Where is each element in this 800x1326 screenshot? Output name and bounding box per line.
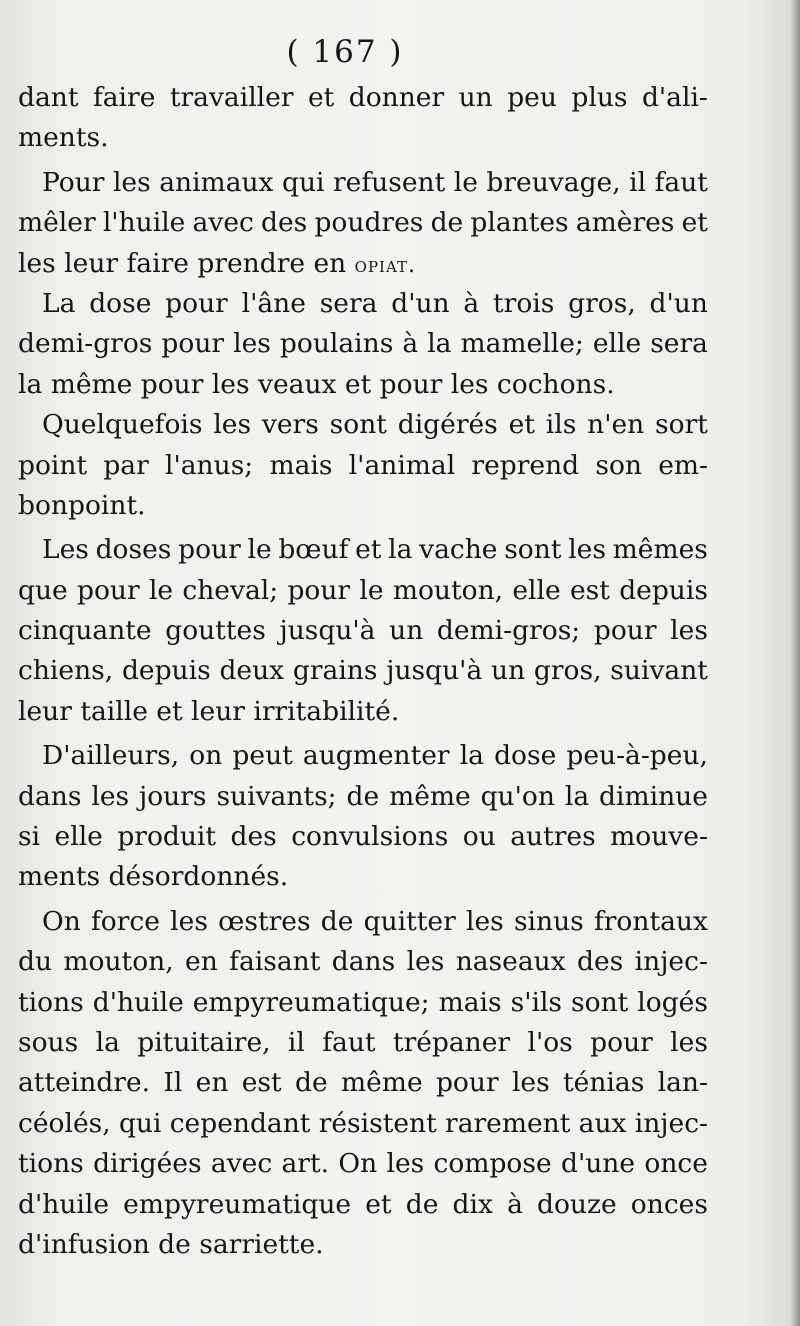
- word: peut: [232, 740, 293, 772]
- word: elle: [592, 328, 642, 360]
- word: faisant: [229, 946, 321, 978]
- word: donner: [348, 82, 445, 113]
- word: la: [95, 1026, 120, 1058]
- small-caps-word: opiat.: [354, 252, 416, 278]
- word: ou: [462, 821, 496, 853]
- word: dans: [331, 946, 396, 978]
- word: céolés,: [18, 1107, 111, 1139]
- word: empyreumatique;: [192, 986, 430, 1018]
- word: force: [91, 905, 160, 937]
- page-number: ( 167 ): [286, 34, 404, 70]
- word: d'un: [391, 287, 450, 319]
- word: pour: [165, 287, 228, 319]
- text-line: la même pour les veaux et pour les cochons.: [18, 368, 615, 400]
- word: l'os: [527, 1026, 573, 1058]
- word: demi-gros;: [436, 615, 581, 647]
- text-line: bonpoint.: [18, 489, 146, 521]
- word: mouve-: [610, 821, 708, 853]
- word: dans: [18, 780, 82, 812]
- word: qu'on: [480, 780, 555, 812]
- word: atteindre.: [18, 1067, 151, 1099]
- word: poulains: [279, 328, 394, 360]
- text-line: [18, 651, 708, 691]
- word: peu-à-peu,: [566, 740, 708, 772]
- word: Pour: [42, 166, 105, 198]
- word: si: [18, 821, 41, 853]
- text-line: ments.: [18, 122, 109, 154]
- text-segment: les leur faire prendre en: [18, 247, 355, 279]
- word: et: [681, 207, 708, 239]
- word: cependant: [169, 1107, 311, 1139]
- word: il: [287, 1026, 305, 1058]
- text-line: [18, 983, 708, 1023]
- word: d'huile: [18, 1188, 110, 1220]
- text-line: [18, 571, 708, 611]
- word: d'un: [649, 287, 708, 319]
- word: pour: [161, 328, 225, 360]
- text-line: [18, 1185, 708, 1225]
- word: les: [170, 905, 208, 937]
- word: faut: [654, 166, 708, 198]
- word: les: [511, 1067, 550, 1099]
- word: et: [355, 534, 382, 566]
- word: pour: [178, 534, 241, 566]
- word: sous: [18, 1026, 79, 1058]
- word: douze: [537, 1188, 617, 1220]
- word: les: [568, 534, 606, 566]
- word: breuvage,: [486, 166, 621, 198]
- text-line: [18, 817, 708, 857]
- word: frontaux: [593, 905, 708, 937]
- word: résistent: [318, 1107, 437, 1139]
- text-line: [18, 1063, 708, 1103]
- word: logés: [637, 986, 708, 1018]
- word: depuis: [619, 574, 708, 606]
- word: mêmes: [612, 534, 708, 566]
- text-line: [18, 736, 708, 776]
- word: gros,: [568, 287, 636, 319]
- text-line: [18, 1104, 708, 1144]
- word: avec: [210, 1148, 273, 1180]
- word: sort: [655, 409, 708, 441]
- word: la: [459, 740, 484, 772]
- word: gros,: [533, 655, 602, 687]
- word: le: [453, 166, 478, 198]
- word: et: [508, 409, 535, 441]
- word: des: [577, 946, 624, 978]
- word: la: [427, 328, 452, 360]
- word: mouton,: [63, 946, 174, 978]
- word: once: [644, 1148, 708, 1180]
- word: sinus: [513, 905, 584, 937]
- word: amères: [575, 207, 675, 239]
- word: quitter: [363, 905, 456, 937]
- word: d'une: [560, 1148, 636, 1180]
- word: La: [42, 287, 76, 319]
- text-line: [18, 284, 708, 324]
- word: mamelle;: [460, 328, 584, 360]
- word: cinquante: [18, 615, 152, 647]
- word: trois: [493, 287, 555, 319]
- text-line: [18, 530, 708, 570]
- word: chiens,: [18, 655, 114, 687]
- word: tions: [18, 1148, 84, 1180]
- word: dirigées: [93, 1148, 202, 1180]
- word: les: [112, 166, 151, 198]
- text-line: leur taille et leur irritabilité.: [18, 695, 400, 727]
- word: de: [320, 905, 354, 937]
- word: Les: [42, 534, 89, 566]
- word: point: [18, 449, 88, 481]
- text-line: [18, 1023, 708, 1063]
- word: des: [261, 207, 308, 239]
- word: autres: [510, 821, 596, 853]
- body-text: [18, 78, 708, 1265]
- word: d'ali-: [641, 82, 708, 113]
- text-line: [18, 446, 708, 486]
- text-line: [18, 163, 708, 203]
- word: animaux: [159, 166, 274, 198]
- word: elle: [512, 574, 561, 606]
- word: deux: [219, 655, 285, 687]
- word: on: [189, 740, 223, 772]
- word: du: [18, 946, 53, 978]
- word: les: [465, 905, 504, 937]
- word: onces: [630, 1188, 708, 1220]
- text-line: [18, 203, 708, 243]
- word: sont: [329, 409, 387, 441]
- word: reprend: [471, 449, 580, 481]
- text-line: [18, 942, 708, 982]
- word: les: [386, 1148, 425, 1180]
- word: augmenter: [302, 740, 450, 772]
- word: même: [389, 780, 471, 812]
- word: n'en: [587, 409, 645, 441]
- word: aux: [578, 1107, 627, 1139]
- word: même: [341, 1067, 423, 1099]
- word: injec-: [634, 946, 708, 978]
- text-line: [18, 611, 708, 651]
- text-line: [18, 777, 708, 817]
- word: cheval;: [182, 574, 279, 606]
- word: sont: [504, 534, 562, 566]
- word: il: [629, 166, 647, 198]
- word: la: [388, 534, 413, 566]
- word: mêler: [18, 207, 96, 239]
- word: est: [569, 574, 610, 606]
- word: elle: [54, 821, 103, 853]
- word: œstres: [218, 905, 311, 937]
- word: naseaux: [455, 946, 566, 978]
- word: sera: [319, 287, 378, 319]
- word: mais: [269, 449, 333, 481]
- word: dix: [452, 1188, 493, 1220]
- word: un: [458, 82, 493, 113]
- word: dose: [494, 740, 557, 772]
- text-line: [18, 902, 708, 942]
- text-line: [18, 324, 708, 364]
- word: gouttes: [165, 615, 266, 647]
- word: jusqu'à: [279, 615, 376, 647]
- word: peu: [507, 82, 557, 113]
- word: les: [233, 328, 271, 360]
- word: D'ailleurs,: [42, 740, 180, 772]
- word: l'animal: [348, 449, 456, 481]
- word: est: [241, 1067, 282, 1099]
- word: un: [389, 615, 424, 647]
- word: jusqu'à: [386, 655, 483, 687]
- word: de: [405, 1188, 439, 1220]
- word: depuis: [121, 655, 211, 687]
- word: l'anus;: [165, 449, 254, 481]
- word: lan-: [657, 1067, 708, 1099]
- word: à: [402, 328, 419, 360]
- text-line: [18, 78, 708, 118]
- word: diminue: [599, 780, 708, 812]
- word: art.: [281, 1148, 330, 1180]
- text-line: [18, 1144, 708, 1184]
- word: em-: [658, 449, 708, 481]
- text-line: [18, 244, 708, 284]
- word: compose: [433, 1148, 552, 1180]
- word: les: [91, 780, 130, 812]
- word: faut: [322, 1026, 376, 1058]
- word: qui: [118, 1107, 162, 1139]
- word: vers: [261, 409, 319, 441]
- word: pour: [77, 574, 140, 606]
- word: par: [103, 449, 149, 481]
- word: à: [463, 287, 480, 319]
- word: pour: [435, 1067, 499, 1099]
- word: son: [595, 449, 642, 481]
- word: doses: [95, 534, 172, 566]
- word: ténias: [563, 1067, 645, 1099]
- word: un: [491, 655, 526, 687]
- word: Quelquefois: [42, 409, 203, 441]
- word: plus: [571, 82, 628, 113]
- word: la: [564, 780, 590, 812]
- word: l'âne: [241, 287, 306, 319]
- word: de: [295, 1067, 328, 1099]
- word: ils: [545, 409, 577, 441]
- word: produit: [117, 821, 217, 853]
- word: s'ils: [510, 986, 563, 1018]
- word: rarement: [445, 1107, 571, 1139]
- word: injec-: [634, 1107, 708, 1139]
- word: faire: [92, 82, 156, 113]
- word: à: [507, 1188, 523, 1220]
- word: plantes: [470, 207, 569, 239]
- word: On: [338, 1148, 378, 1180]
- word: convulsions: [291, 821, 449, 853]
- word: que: [18, 574, 68, 606]
- word: mouton,: [392, 574, 504, 606]
- text-line: d'infusion de sarriette.: [18, 1228, 324, 1260]
- word: les: [213, 409, 252, 441]
- word: et: [365, 1188, 392, 1220]
- word: l'huile: [102, 207, 186, 239]
- word: mais: [438, 986, 502, 1018]
- word: de: [346, 780, 380, 812]
- word: pour: [593, 615, 657, 647]
- word: refusent: [333, 166, 446, 198]
- word: le: [148, 574, 174, 606]
- word: bœuf: [278, 534, 349, 566]
- word: qui: [282, 166, 325, 198]
- word: travailler: [169, 82, 294, 113]
- word: poudres: [314, 207, 424, 239]
- word: pituitaire,: [137, 1026, 271, 1058]
- word: en: [185, 946, 218, 978]
- word: sera: [650, 328, 708, 360]
- page-edge-shadow: [790, 0, 800, 1326]
- word: tions: [18, 986, 84, 1018]
- word: et: [307, 82, 335, 113]
- word: Il: [163, 1067, 183, 1099]
- word: les: [670, 615, 708, 647]
- word: dose: [89, 287, 152, 319]
- word: demi-gros: [18, 328, 153, 360]
- word: digérés: [397, 409, 498, 441]
- word: sont: [571, 986, 629, 1018]
- word: de: [430, 207, 464, 239]
- word: en: [195, 1067, 229, 1099]
- word: On: [42, 905, 81, 937]
- word: les: [670, 1026, 708, 1058]
- text-line: ments désordonnés.: [18, 861, 289, 893]
- word: les: [406, 946, 445, 978]
- word: pour: [590, 1026, 653, 1058]
- text-line: [18, 405, 708, 445]
- word: le: [359, 574, 384, 606]
- word: vache: [419, 534, 498, 566]
- word: pour: [287, 574, 351, 606]
- word: d'huile: [92, 986, 184, 1018]
- word: suivants;: [216, 780, 337, 812]
- word: des: [230, 821, 277, 853]
- word: empyreumatique: [123, 1188, 352, 1220]
- word: jours: [139, 780, 207, 812]
- word: suivant: [610, 655, 708, 687]
- word: le: [247, 534, 272, 566]
- word: trépaner: [392, 1026, 511, 1058]
- word: grains: [292, 655, 378, 687]
- word: avec: [192, 207, 254, 239]
- word: dant: [18, 82, 79, 113]
